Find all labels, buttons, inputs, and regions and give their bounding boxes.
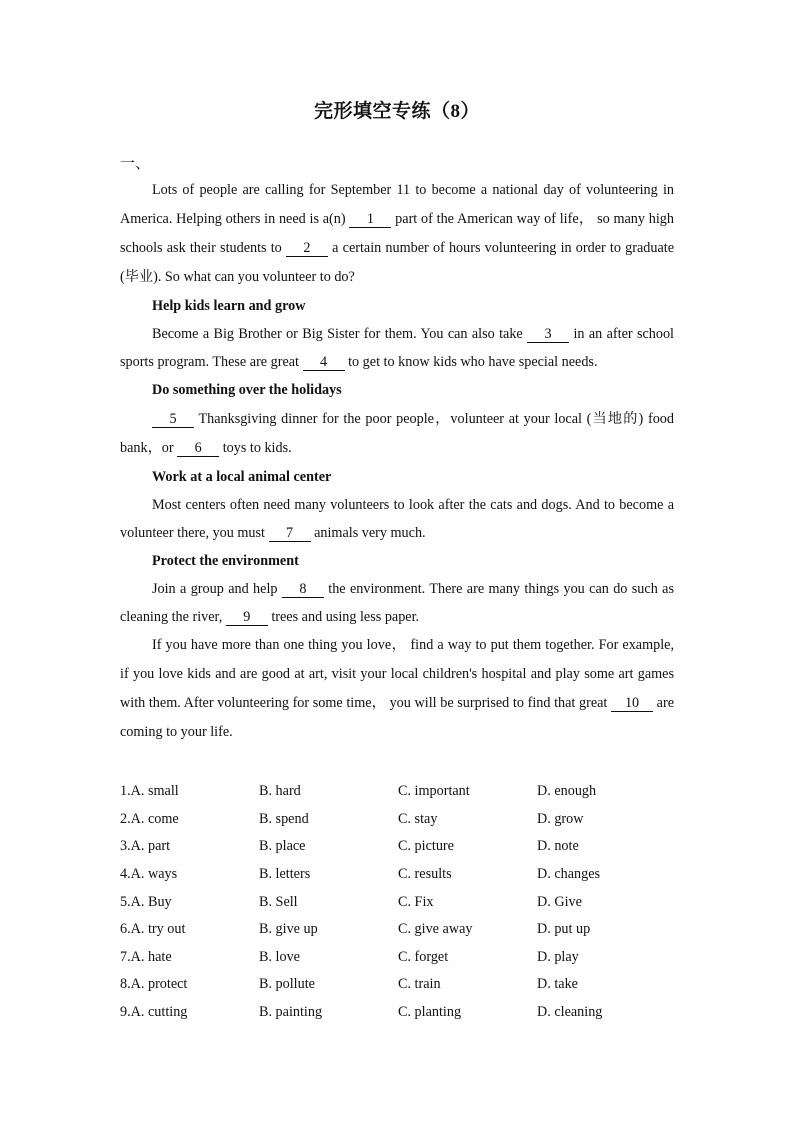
text-span: animals very much. [310,524,426,541]
option-d: D. take [537,976,578,993]
blank-9: 9 [226,610,268,626]
heading-environment: Protect the environment [152,553,299,569]
paragraph-conclusion [120,631,674,747]
blank-10: 10 [611,696,653,712]
heading-holidays: Do something over the holidays [152,382,342,398]
blank-6: 6 [177,441,219,457]
text-span: are coming to your life. [120,695,674,740]
option-row [120,971,680,999]
option-a: 5.A. Buy [120,893,172,910]
text-span: in an after school sports program. These are great [120,326,674,370]
section-number: 一、 [120,156,151,172]
option-row [120,944,680,972]
blank-8: 8 [282,582,324,598]
option-d: D. enough [537,783,597,800]
text-span: toys to kids. [219,440,292,456]
text-span: part of the American way of life， so many high schools ask their students to [120,211,674,256]
option-d: D. cleaning [537,1004,603,1021]
option-row [120,916,680,944]
option-c: C. train [398,976,441,993]
option-a: 6.A. try out [120,921,186,938]
option-c: C. stay [398,810,438,827]
option-a: 9.A. cutting [120,1004,188,1021]
option-a: 2.A. come [120,810,179,827]
answer-options [120,778,680,1026]
text-span: trees and using less paper. [267,608,420,625]
heading-help-kids: Help kids learn and grow [152,298,306,314]
option-d: D. put up [537,921,591,938]
paragraph-help-kids [120,321,674,376]
option-row [120,833,680,861]
option-a: 1.A. small [120,783,179,800]
option-a: 3.A. part [120,838,171,855]
option-b: B. letters [259,866,311,883]
paragraph-intro [120,176,674,292]
option-b: B. place [259,838,306,855]
blank-3: 3 [527,327,569,343]
option-d: D. grow [537,810,584,827]
option-b: B. painting [259,1004,323,1021]
blank-7: 7 [269,526,311,542]
option-c: C. picture [398,838,454,855]
option-a: 7.A. hate [120,948,172,965]
option-row [120,861,680,889]
blank-1: 1 [349,212,391,228]
text-span: the environment. There are many things you can do such as cleaning the river, [120,581,674,625]
option-d: D. Give [537,893,582,910]
text-span: to get to know kids who have special needs. [344,353,598,370]
option-a: 4.A. ways [120,866,178,883]
text-span: If you have more than one thing you love， find a way to put them together. For example, if you love kids and are good at art, visit your local children's hospital and play some art games with them. After volunteering for some time， you will be surprised to find that great [120,637,674,711]
option-c: C. planting [398,1004,462,1021]
text-span: Become a Big Brother or Big Sister for them. You can also take [152,326,528,342]
text-span: Thanksgiving dinner for the poor people，volunteer at your local (当地的) food bank，or [120,411,674,456]
option-c: C. important [398,783,470,800]
heading-animal-center: Work at a local animal center [152,469,332,485]
text-span: Most centers often need many volunteers to look after the cats and dogs. And to become a volunteer there, you must [120,497,674,541]
option-b: B. pollute [259,976,315,993]
option-b: B. love [259,948,300,965]
option-d: D. changes [537,866,601,883]
paragraph-environment [120,576,674,631]
option-d: D. play [537,948,579,965]
text-span: Join a group and help [152,581,282,597]
option-d: D. note [537,838,579,855]
option-b: B. Sell [259,893,298,910]
option-row [120,806,680,834]
paragraph-animal-center [120,492,674,547]
option-row [120,999,680,1027]
paragraph-holidays [120,405,674,463]
option-c: C. forget [398,948,449,965]
option-c: C. give away [398,921,473,938]
option-row [120,778,680,806]
passage [120,176,674,747]
text-span: Lots of people are calling for September 11 to become a national day of volunteering in America. Helping others in need is a(n) [120,182,674,227]
text-span: a certain number of hours volunteering in order to graduate (毕业). So what can you volunteer to do? [120,240,674,285]
option-row [120,888,680,916]
option-b: B. give up [259,921,318,938]
option-c: C. Fix [398,893,434,910]
option-a: 8.A. protect [120,976,188,993]
blank-2: 2 [286,241,328,257]
option-b: B. spend [259,810,309,827]
option-c: C. results [398,866,452,883]
blank-5: 5 [152,412,194,428]
blank-4: 4 [303,355,345,371]
page-title: 完形填空专练（8） [313,101,480,122]
option-b: B. hard [259,783,301,800]
